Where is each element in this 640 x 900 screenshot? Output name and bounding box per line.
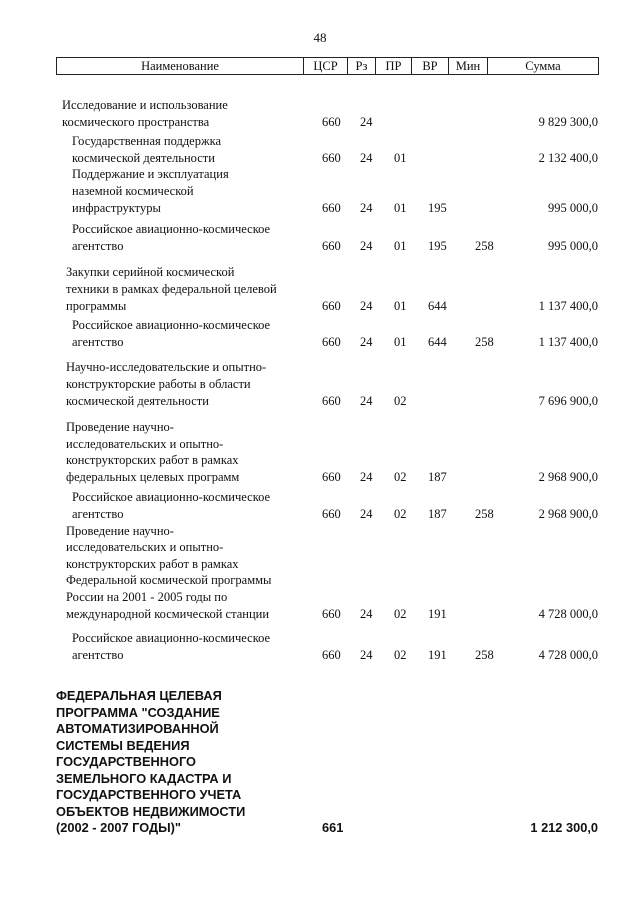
row-pr: 02: [394, 606, 407, 621]
table-row: [0, 489, 640, 522]
row-rz: 24: [360, 298, 373, 313]
row-pr: 01: [394, 150, 407, 165]
row-name: Проведение научно- исследовательских и опытно- конструкторских работ в рамках Федеральной космической программы России на 2001 - 2005 годы по международной космической станции: [66, 523, 272, 621]
row-rz: 24: [360, 238, 373, 253]
row-sum: 4 728 000,0: [538, 647, 598, 662]
row-min: 258: [475, 507, 494, 522]
row-pr: 02: [394, 393, 407, 408]
table-row: [0, 630, 640, 663]
row-name: Государственная поддержка космической деятельности: [72, 134, 222, 165]
header-vr: ВР: [411, 58, 448, 74]
row-pr: 02: [394, 469, 407, 484]
row-name: Научно-исследовательские и опытно- конструкторские работы в области космической деятельности: [66, 360, 267, 408]
row-vr: 195: [428, 238, 447, 253]
table-row: [0, 419, 640, 485]
row-csr: 660: [322, 238, 341, 253]
row-rz: 24: [360, 114, 373, 129]
row-csr: 660: [322, 469, 341, 484]
header-pr: ПР: [375, 58, 411, 74]
row-rz: 24: [360, 150, 373, 165]
row-name: Закупки серийной космической техники в рамках федеральной целевой программы: [66, 265, 277, 313]
row-pr: 01: [394, 298, 407, 313]
row-vr: 187: [428, 469, 447, 484]
header-rz: Рз: [347, 58, 375, 74]
table-row: [0, 221, 640, 254]
row-pr: 01: [394, 238, 407, 253]
row-sum: 1 212 300,0: [530, 820, 598, 836]
row-csr: 660: [322, 200, 341, 215]
row-csr: 660: [322, 393, 341, 408]
row-rz: 24: [360, 469, 373, 484]
row-rz: 24: [360, 507, 373, 522]
row-csr: 660: [322, 298, 341, 313]
table-row: [0, 359, 640, 409]
row-min: 258: [475, 238, 494, 253]
row-sum: 9 829 300,0: [538, 114, 598, 129]
table-row: [0, 688, 640, 837]
table-row: [0, 317, 640, 350]
row-pr: 01: [394, 200, 407, 215]
row-sum: 1 137 400,0: [538, 298, 598, 313]
table-row: [0, 97, 640, 130]
row-name: Поддержание и эксплуатация наземной космической инфраструктуры: [72, 167, 229, 215]
row-name: Российское авиационно-космическое агентство: [72, 318, 271, 349]
row-rz: 24: [360, 606, 373, 621]
row-sum: 2 968 900,0: [538, 507, 598, 522]
row-sum: 995 000,0: [548, 238, 598, 253]
row-pr: 02: [394, 647, 407, 662]
row-name: Российское авиационно-космическое агентство: [72, 222, 271, 253]
table-row: [0, 264, 640, 314]
header-csr: ЦСР: [303, 58, 347, 74]
table-row: [0, 133, 640, 166]
header-name: Наименование: [141, 58, 219, 73]
row-pr: 02: [394, 507, 407, 522]
row-name: Проведение научно- исследовательских и опытно- конструкторских работ в рамках федеральных целевых программ: [66, 420, 240, 484]
row-rz: 24: [360, 393, 373, 408]
page-number: 48: [313, 30, 327, 45]
row-csr: 660: [322, 114, 341, 129]
table-row: [0, 166, 640, 216]
row-rz: 24: [360, 334, 373, 349]
row-sum: 4 728 000,0: [538, 606, 598, 621]
table-header: [56, 57, 599, 75]
row-name: Российское авиационно-космическое агентство: [72, 631, 271, 662]
row-vr: 187: [428, 507, 447, 522]
row-vr: 191: [428, 647, 447, 662]
table-row: [0, 523, 640, 623]
row-vr: 644: [428, 334, 447, 349]
row-csr: 661: [322, 820, 344, 836]
row-sum: 995 000,0: [548, 200, 598, 215]
row-min: 258: [475, 647, 494, 662]
row-name: Исследование и использование космического пространства: [62, 98, 228, 129]
row-csr: 660: [322, 507, 341, 522]
row-vr: 644: [428, 298, 447, 313]
row-name: Российское авиационно-космическое агентство: [72, 490, 271, 522]
row-rz: 24: [360, 200, 373, 215]
row-vr: 191: [428, 606, 447, 621]
table-body: [0, 97, 640, 837]
row-csr: 660: [322, 150, 341, 165]
row-sum: 2 968 900,0: [538, 469, 598, 484]
row-name: ФЕДЕРАЛЬНАЯ ЦЕЛЕВАЯ ПРОГРАММА "СОЗДАНИЕ АВТОМАТИЗИРОВАННОЙ СИСТЕМЫ ВЕДЕНИЯ ГОСУДАРСТВЕННОГО ЗЕМЕЛЬНОГО КАДАСТРА И ГОСУДАРСТВЕННОГО УЧЕТА ОБЪЕКТОВ НЕДВИЖИМОСТИ (2002 - 2007 ГОДЫ)": [56, 688, 246, 836]
header-sum: Сумма: [487, 58, 598, 74]
row-pr: 01: [394, 334, 407, 349]
row-sum: 7 696 900,0: [538, 393, 598, 408]
row-min: 258: [475, 334, 494, 349]
row-sum: 1 137 400,0: [538, 334, 598, 349]
row-csr: 660: [322, 647, 341, 662]
header-min: Мин: [448, 58, 487, 74]
row-csr: 660: [322, 334, 341, 349]
row-rz: 24: [360, 647, 373, 662]
row-sum: 2 132 400,0: [538, 150, 598, 165]
row-csr: 660: [322, 606, 341, 621]
row-vr: 195: [428, 200, 447, 215]
